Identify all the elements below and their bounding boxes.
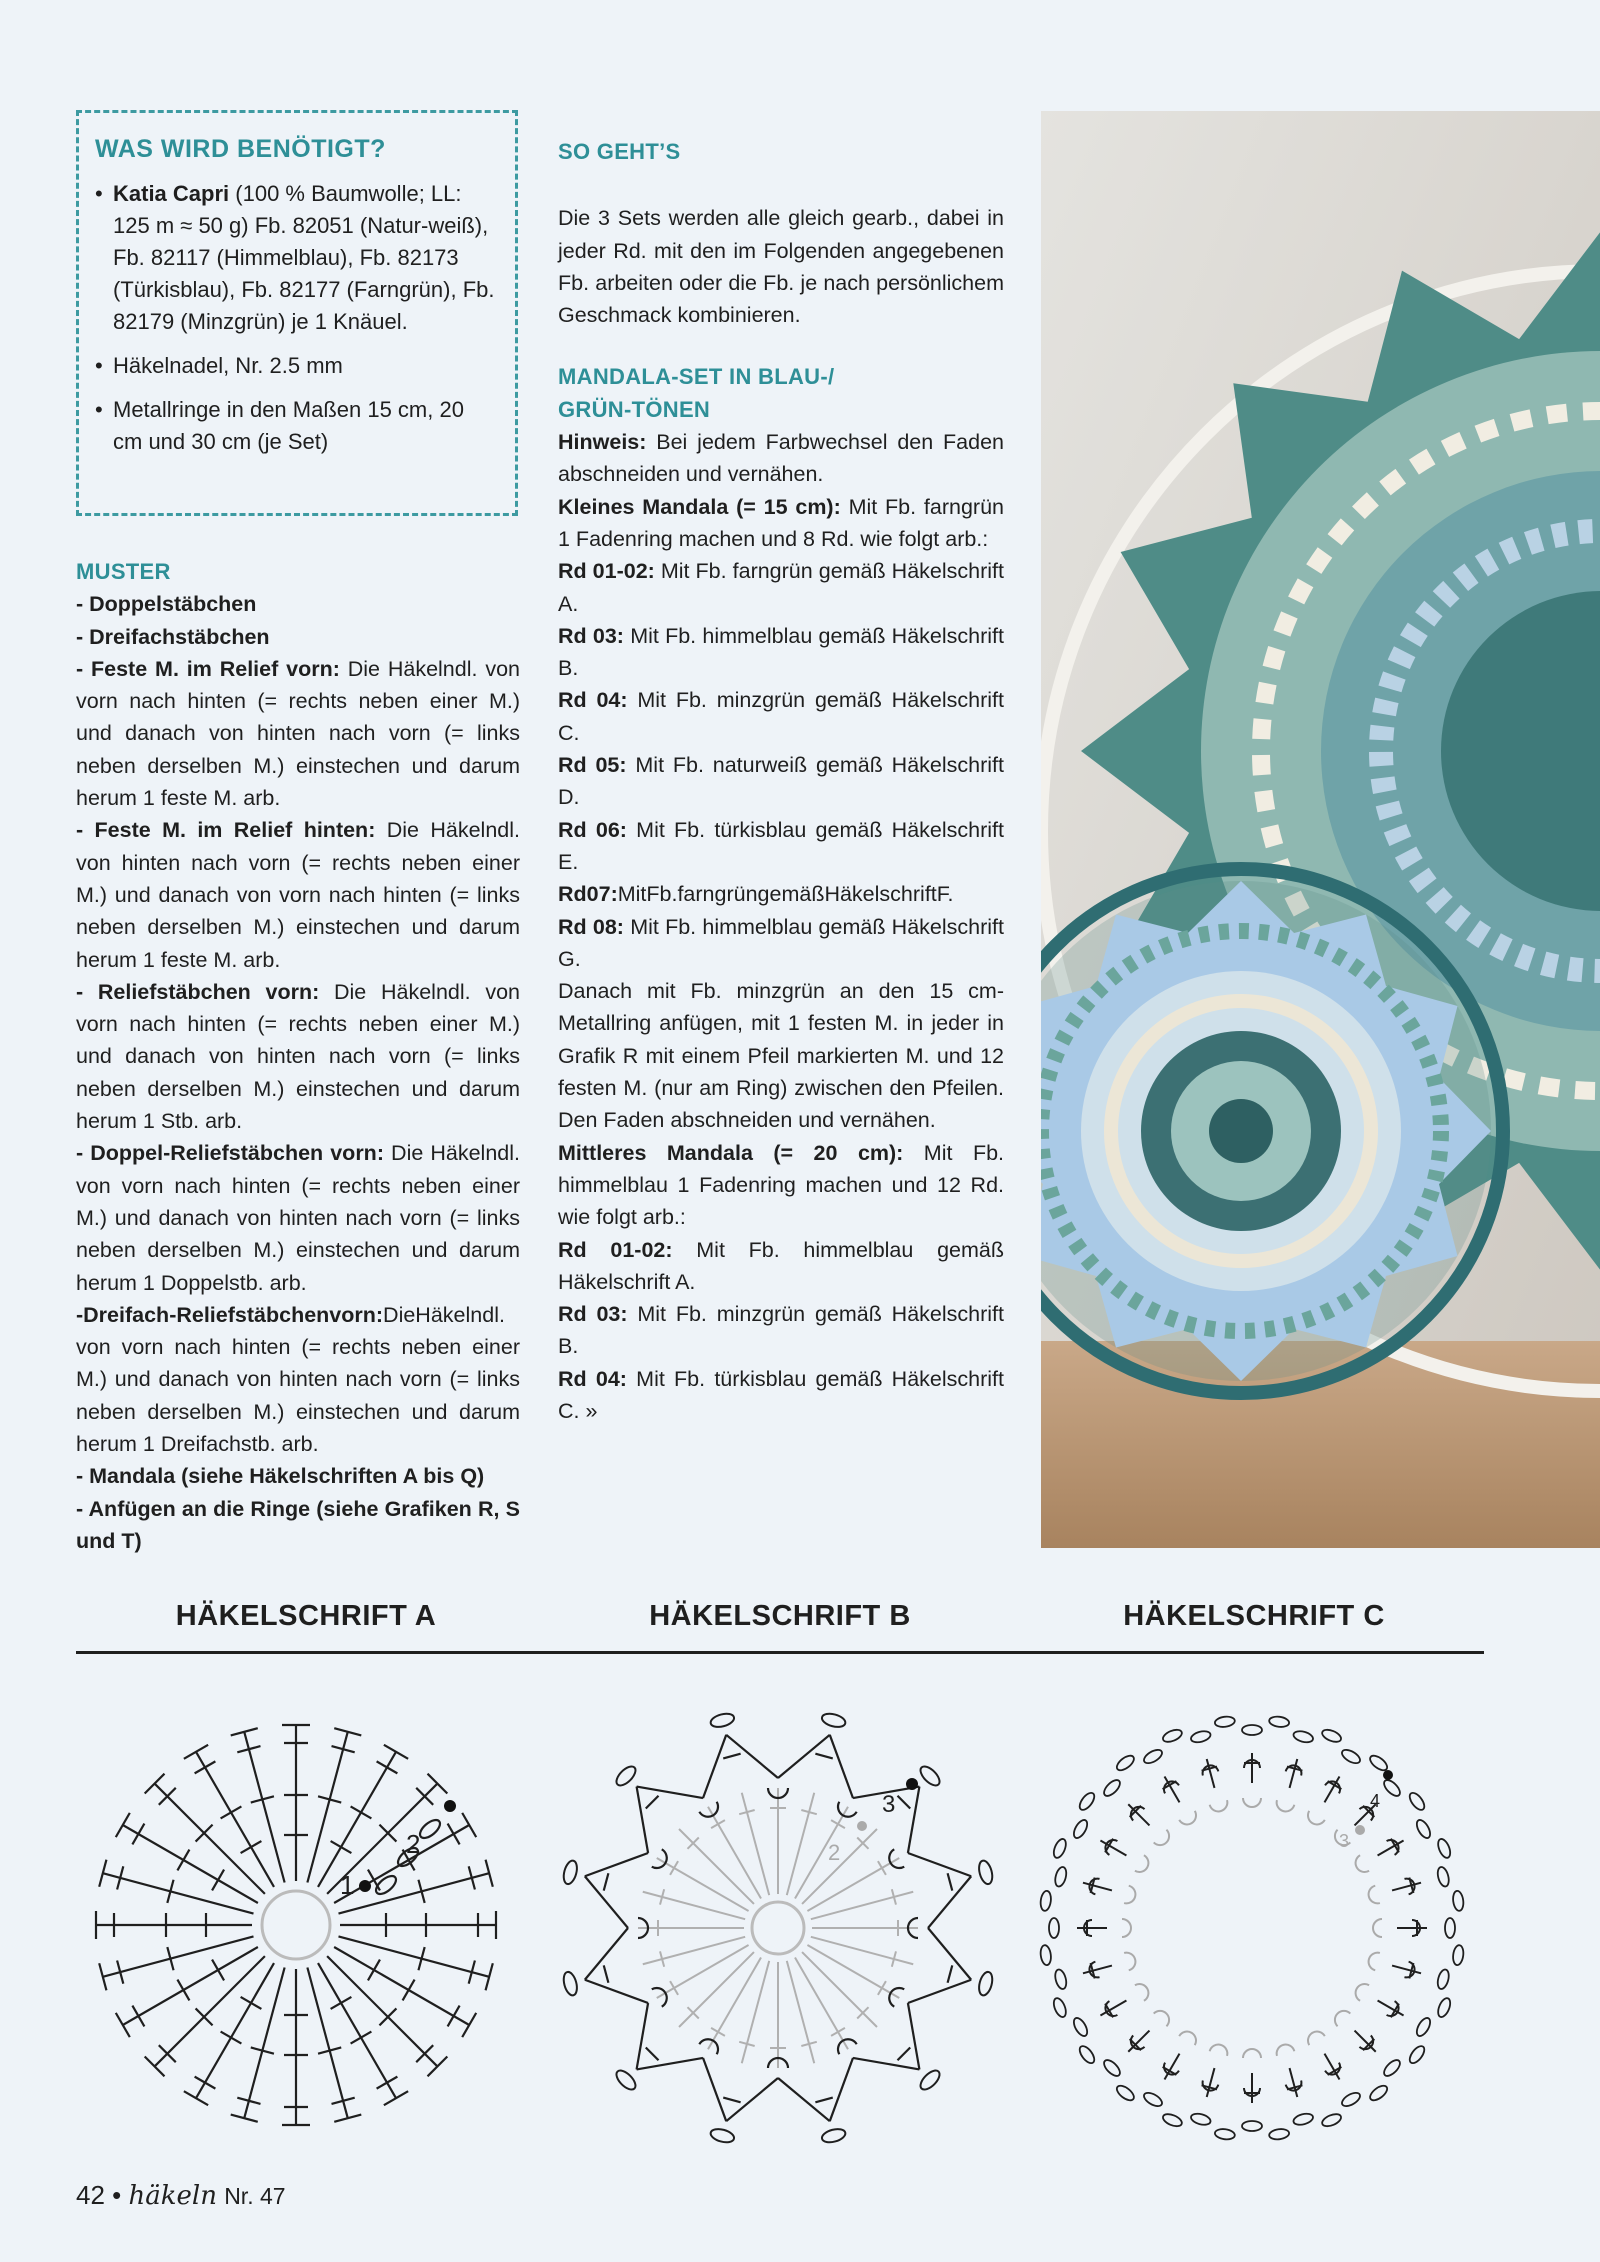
entry <box>76 1460 520 1492</box>
crochet-chart-a <box>76 1700 536 2160</box>
chart-a-title: HÄKELSCHRIFT A <box>175 1600 437 1632</box>
chart-c-round-3: 3 <box>1339 1831 1350 1851</box>
entry-label: - Anfügen an die Ringe (siehe Grafiken R, S und T) <box>76 1496 520 1553</box>
crochet-chart-b <box>550 1700 1010 2160</box>
entry-text: Metallringe in den Maßen 15 cm, 20 cm und 30 cm (je Set) <box>113 397 464 454</box>
chart-a-round-2: 2 <box>406 1829 421 1859</box>
entry-text: Mit Fb. naturweiß gemäß Häkelschrift D. <box>558 753 1004 810</box>
chart-b-start-dot <box>906 1778 918 1790</box>
entry-text: DieHäkelndl. von vorn nach hinten (= rechts neben einer M.) und danach von hinten nach vorn (= links neben derselben M.) einstechen und darum herum 1 Dreifachstb. arb. <box>76 1302 520 1457</box>
entry <box>558 878 1004 910</box>
entry-text: Mit Fb. himmelblau gemäß Häkelschrift B. <box>558 623 1004 681</box>
entry-label: - Mandala (siehe Häkelschriften A bis Q) <box>76 1464 485 1489</box>
chart-a-start-dot-2 <box>444 1800 456 1812</box>
chart-b-round-2: 2 <box>828 1840 841 1865</box>
entry <box>558 1234 1004 1299</box>
entry-label: Hinweis: <box>558 430 647 455</box>
entry <box>558 491 1004 556</box>
entry-label: Rd07: <box>558 882 618 907</box>
instructions-title: SO GEHT’S <box>558 139 681 164</box>
entry <box>95 394 497 458</box>
chart-divider <box>76 1651 1484 1654</box>
entry <box>558 911 1004 976</box>
entry-label: - Doppelstäbchen <box>76 592 257 617</box>
entry <box>558 555 1004 620</box>
entry <box>558 814 1004 879</box>
entry-label: Katia Capri <box>113 181 230 206</box>
materials-title: WAS WIRD BENÖTIGT? <box>95 135 386 163</box>
entry <box>558 684 1004 749</box>
entry-text: (100 % Baumwolle; LL: 125 m ≈ 50 g) Fb. 82051 (Natur-weiß), Fb. 82117 (Himmelblau), Fb. 82173 (Türkisblau), Fb. 82177 (Farngrün), Fb. 82179 (Minzgrün) je 1 Knäuel. <box>113 181 495 334</box>
entry <box>76 814 520 975</box>
entry <box>558 1298 1004 1363</box>
entry-label: - Doppel-Reliefstäbchen vorn: <box>76 1141 384 1166</box>
entry-text: Die Häkelndl. von vorn nach hinten (= rechts neben einer M.) und danach von hinten nach vorn (= links neben derselben M.) einstechen und darum herum 1 Doppelstb. arb. <box>76 1141 520 1295</box>
muster-title: MUSTER <box>76 559 171 584</box>
mandala-photo <box>1041 111 1600 1548</box>
entry <box>76 1299 520 1460</box>
entry-label: Rd 04: <box>558 1366 627 1391</box>
entry-text: Danach mit Fb. minzgrün an den 15 cm-Metallring anfügen, mit 1 festen M. in jeder in Grafik R mit einem Pfeil markierten M. und 12 festen M. (nur am Ring) zwischen den Pfeilen. Den Faden abschneiden und vernähen. <box>558 979 1004 1133</box>
entry-text: Die Häkelndl. von vorn nach hinten (= rechts neben einer M.) und danach von hinten nach vorn (= links neben derselben M.) einstechen und darum herum 1 feste M. arb. <box>76 656 520 811</box>
entry-text: Mit Fb. minzgrün gemäß Häkelschrift B. <box>558 1302 1004 1359</box>
entry <box>76 1493 520 1558</box>
entry-label: Rd 01-02: <box>558 559 655 584</box>
entry-text: Mit Fb. minzgrün gemäß Häkelschrift C. <box>558 688 1004 745</box>
chart-b-round-3: 3 <box>882 1791 896 1818</box>
chart-a-round-1: 1 <box>340 1870 355 1900</box>
entry <box>76 1137 520 1298</box>
entry <box>558 975 1004 1136</box>
entry-text: MitFb.farngrüngemäßHäkelschriftF. <box>617 882 954 907</box>
entry-text: Mit Fb. türkisblau gemäß Häkelschrift C. » <box>558 1366 1004 1423</box>
entry <box>76 621 520 653</box>
entry <box>558 749 1004 814</box>
set-title-line1: MANDALA-SET IN BLAU-/ <box>558 364 835 390</box>
entry-label: - Dreifachstäbchen <box>76 624 270 649</box>
magazine-brand: häkeln <box>128 2181 217 2211</box>
page-number: 42 <box>76 2180 105 2210</box>
entry-label: - Feste M. im Relief hinten: <box>76 818 376 843</box>
page-footer <box>76 2180 286 2211</box>
entry <box>558 1363 1004 1428</box>
entry-text: Mit Fb. farngrün 1 Fadenring machen und 8 Rd. wie folgt arb.: <box>558 494 1004 551</box>
entry <box>76 976 520 1137</box>
steps-list <box>558 426 1004 1427</box>
entry <box>558 1137 1004 1234</box>
entry-label: - Reliefstäbchen vorn: <box>76 979 320 1004</box>
entry-label: Kleines Mandala (= 15 cm): <box>558 494 841 519</box>
chart-a-start-dot-1 <box>359 1880 371 1892</box>
entry <box>95 350 497 382</box>
muster-section <box>76 556 520 1557</box>
entry-label: Rd 06: <box>558 817 627 842</box>
entry-text: Bei jedem Farbwechsel den Faden abschneiden und vernähen. <box>558 430 1004 487</box>
chart-b-start-dot-grey <box>857 1821 867 1831</box>
chart-c-title: HÄKELSCHRIFT C <box>1123 1600 1385 1632</box>
issue-number: Nr. 47 <box>224 2183 286 2209</box>
entry-text: Häkelnadel, Nr. 2.5 mm <box>113 353 343 378</box>
muster-list <box>76 588 520 1557</box>
entry-label: Rd 08: <box>558 914 624 939</box>
instructions-intro: Die 3 Sets werden alle gleich gearb., dabei in jeder Rd. mit den im Folgenden angegebenen Fb. arbeiten oder die Fb. je nach persönlichem Geschmack kombinieren. <box>558 206 1004 328</box>
chart-c-start-dot-grey <box>1355 1825 1365 1835</box>
entry-label: Rd 04: <box>558 688 628 713</box>
entry-label: - Feste M. im Relief vorn: <box>76 656 340 681</box>
entry-text: Mit Fb. himmelblau 1 Fadenring machen und 12 Rd. wie folgt arb.: <box>558 1140 1005 1230</box>
footer-separator: • <box>112 2180 122 2210</box>
entry-text: Die Häkelndl. von hinten nach vorn (= rechts neben einer M.) und danach von vorn nach hinten (= links neben derselben M.) einstechen und darum herum 1 feste M. arb. <box>76 818 520 972</box>
entry-text: Mit Fb. farngrün gemäß Häkelschrift A. <box>558 559 1004 616</box>
entry-text: Die Häkelndl. von vorn nach hinten (= rechts neben einer M.) und danach von hinten nach vorn (= links neben derselben M.) einstechen und darum herum 1 Stb. arb. <box>76 979 520 1134</box>
entry <box>76 653 520 814</box>
materials-box <box>76 110 518 516</box>
set-title-line2: GRÜN-TÖNEN <box>558 396 711 422</box>
entry-label: Rd 05: <box>558 753 627 778</box>
entry-text: Mit Fb. himmelblau gemäß Häkelschrift G. <box>558 914 1004 971</box>
instructions-section <box>558 136 1004 1427</box>
entry-label: -Dreifach-Reliefstäbchenvorn: <box>76 1302 384 1327</box>
entry <box>558 426 1004 491</box>
chart-c-round-4: 4 <box>1370 1791 1381 1811</box>
entry-label: Rd 03: <box>558 623 624 648</box>
entry <box>95 178 497 338</box>
entry <box>76 588 520 620</box>
entry-text: Mit Fb. türkisblau gemäß Häkelschrift E. <box>558 817 1004 874</box>
crochet-chart-c <box>1024 1700 1484 2160</box>
chart-c-start-dot <box>1383 1770 1393 1780</box>
materials-list <box>95 178 497 458</box>
entry-text: Mit Fb. himmelblau gemäß Häkelschrift A. <box>558 1237 1004 1294</box>
entry-label: Mittleres Mandala (= 20 cm): <box>558 1140 904 1165</box>
entry <box>558 620 1004 685</box>
entry-label: Rd 03: <box>558 1302 628 1327</box>
entry-label: Rd 01-02: <box>558 1237 673 1262</box>
chart-b-title: HÄKELSCHRIFT B <box>649 1600 911 1632</box>
